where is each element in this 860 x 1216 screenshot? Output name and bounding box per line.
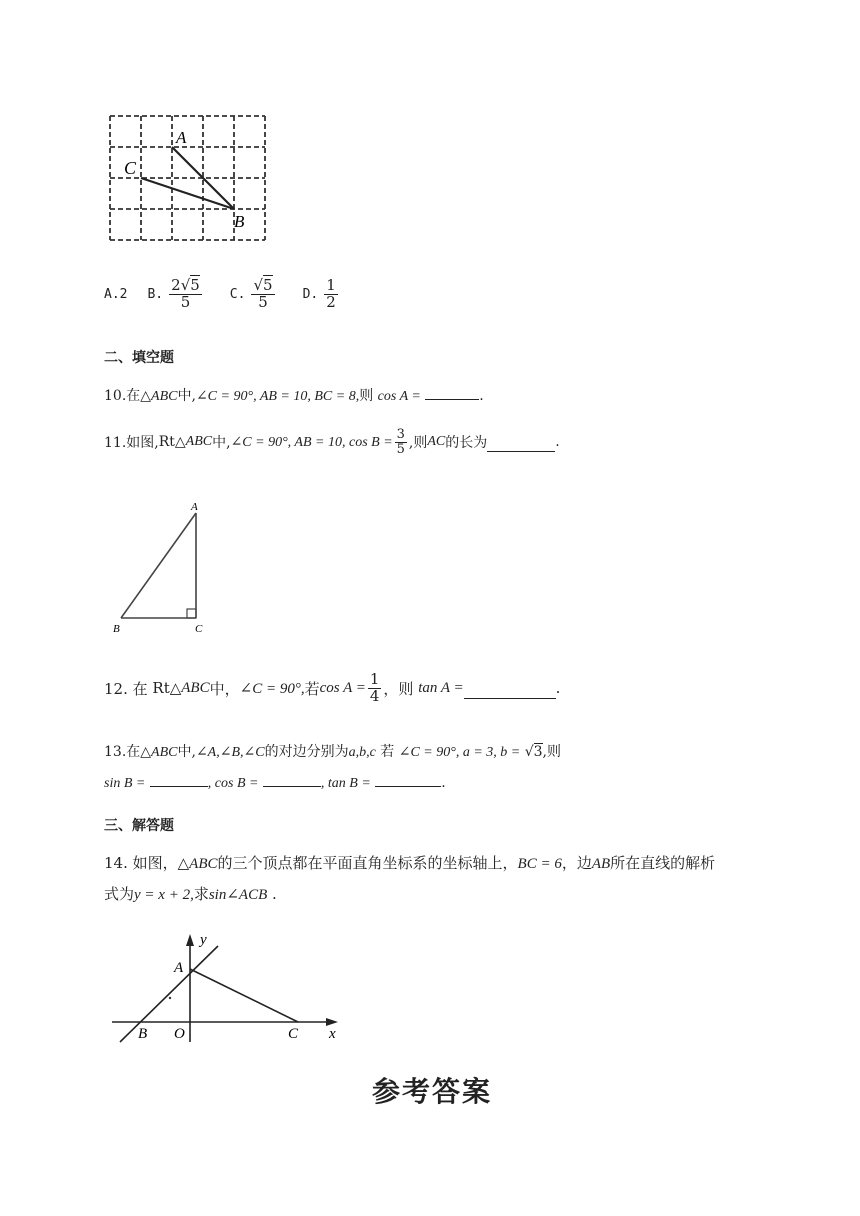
question-13-line-2: sin B = , cos B = , tan B = . (104, 775, 446, 791)
segment-ac (190, 969, 298, 1022)
question-14-line-2: 式为y = x + 2,求sin∠ACB . (104, 885, 277, 903)
question-13-line-1: 13.在△ABC中,∠A,∠B,∠C的对边分别为a,b,c 若 ∠C = 90°, a = 3, b = √3,则 (104, 744, 561, 760)
question-12: 12. 在 Rt△ ABC 中， ∠C = 90°, 若 cos A = $\frac{1}{4}$ ，则 tan A = . (104, 670, 561, 705)
answer-blank[interactable] (425, 387, 479, 400)
section-3-heading: 三、解答题 (104, 818, 174, 834)
option-b-fraction: $\frac{2√5}{5}$ (171, 276, 200, 311)
answer-blank[interactable] (487, 439, 555, 452)
right-angle-mark (187, 609, 196, 618)
point-c-label: C (288, 1026, 299, 1042)
option-b: B. $\frac{2√5}{5}$ (147, 276, 200, 311)
line-ab (120, 946, 218, 1042)
question-10: 10.在△ABC中,∠C = 90°, AB = 10, BC = 8,则 cos A = . (104, 388, 484, 404)
x-axis-arrow-icon (326, 1018, 338, 1026)
question-11: 11.如图, Rt△ ABC 中, ∠C = 90°, AB = 10, cos B = $\frac{3}{5}$ ,则 AC 的长为 . (104, 427, 560, 457)
cos-b-fraction: $\frac{3}{5}$ (396, 427, 405, 457)
point-b-label: B (234, 212, 245, 231)
option-d: D. $\frac{1}{2}$ (302, 276, 336, 311)
option-d-fraction: $\frac{1}{2}$ (326, 276, 336, 311)
question-14-line-1: 14. 如图，△ABC的三个顶点都在平面直角坐标系的坐标轴上，BC = 6，边AB所在直线的解析 (104, 854, 716, 872)
coordinate-figure (108, 928, 348, 1046)
q9-options (104, 278, 340, 311)
option-c-fraction: $\frac{√5}{5}$ (253, 276, 273, 311)
right-triangle-figure (105, 496, 215, 640)
point-a-label: A (176, 128, 187, 147)
answer-blank[interactable] (464, 686, 556, 699)
point-b-label: B (138, 1026, 148, 1042)
point-a-label: A (191, 501, 198, 513)
tan-b-blank[interactable] (375, 774, 441, 787)
y-axis-label: y (200, 932, 207, 948)
origin-label: O (174, 1026, 185, 1042)
option-a: A.2 (104, 286, 128, 302)
cos-b-blank[interactable] (263, 774, 321, 787)
point-c-label: C (195, 623, 203, 635)
point-c-label: C (124, 158, 137, 178)
section-2-heading: 二、填空题 (104, 350, 174, 366)
y-axis-arrow-icon (186, 934, 194, 946)
point-a-label: A (174, 960, 184, 976)
option-c: C. $\frac{√5}{5}$ (229, 276, 273, 311)
sin-b-blank[interactable] (150, 774, 208, 787)
cos-a-fraction: $\frac{1}{4}$ (369, 670, 380, 705)
answer-section-title: 参考答案 (372, 1075, 493, 1108)
grid-figure (100, 110, 275, 250)
x-axis-label: x (329, 1026, 336, 1042)
point-b-label: B (113, 623, 120, 635)
